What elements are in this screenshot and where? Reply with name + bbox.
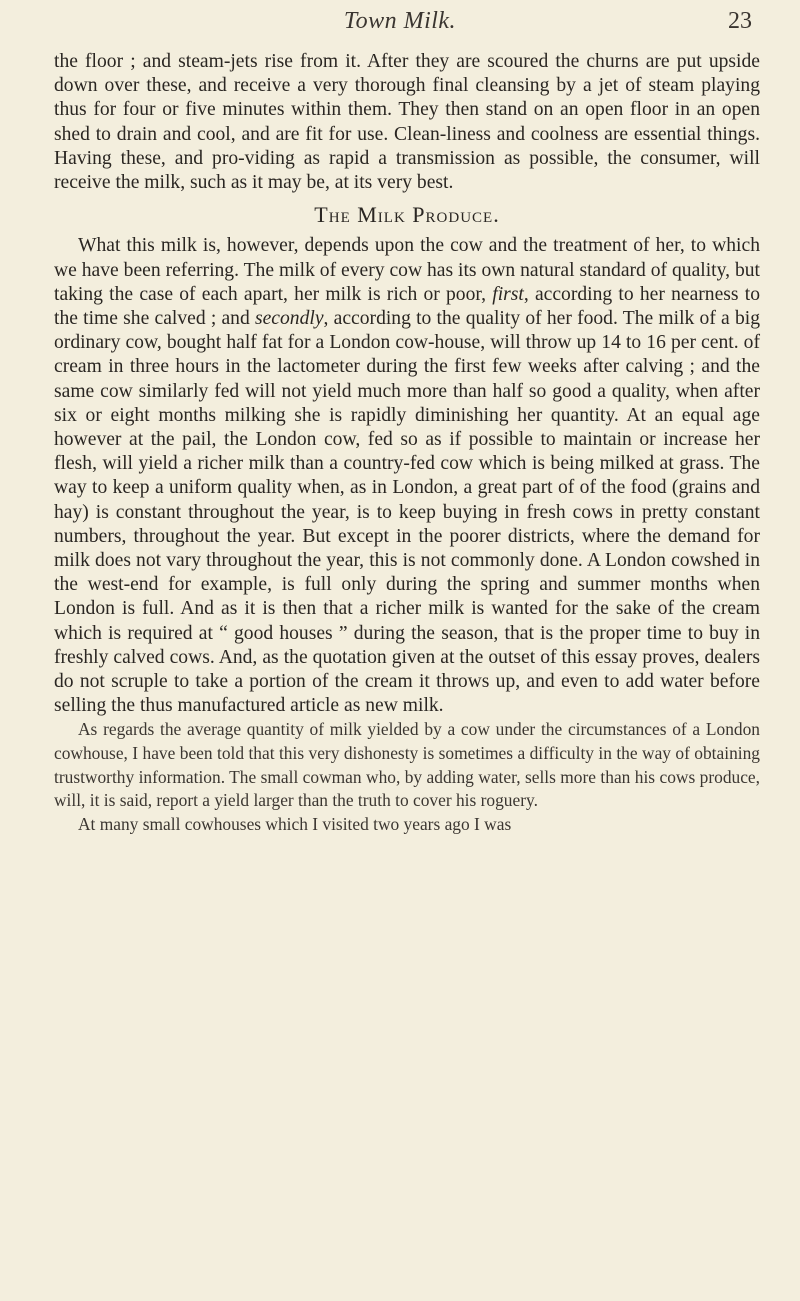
paragraph-text: , according to the quality of her food. The milk of a big ordinary cow, bought half fat for a London cow-house, will throw up 14 to 16 per cent. of cream in three hours in the lactometer during the first few weeks after calving ; and the same cow similarly fed will not yield much more than half so good a quality, when after six or eight months milking she is rapidly diminishing her quantity. At an equal age however at the pail, the London cow, fed so as if possible to maintain or increase her flesh, will yield a richer milk than a country-fed cow which is being milked at grass. The way to keep a uniform quality when, as in London, a great part of of the food (grains and hay) is constant throughout the year, is to keep buying in fresh cows in pretty constant numbers, throughout the year. But except in the poorer districts, where the demand for milk does not vary throughout the year, this is not commonly done. A London cowshed in the west-end for example, is full only during the spring and summer months when London is full. And as it is then that a richer milk is wanted for the sake of the cream which is required at “ good houses ” during the season, that is the proper time to buy in freshly calved cows. And, as the quotation given at the outset of this essay proves, dealers do not scruple to take a portion of the cream it throws up, and even to add water before selling the thus manufactured article as new milk. [54,308,760,717]
paragraph-milk-quality [54,234,760,718]
paragraph-small-cowhouses: At many small cowhouses which I visited two years ago I was [78,813,512,834]
paragraph-churn-cleaning: the floor ; and steam-jets rise from it. After they are scoured the churns are put upside down over these, and receive a very thorough final cleansing by a jet of steam playing thus for four or five minutes within them. They then stand on an open floor in an open shed to drain and cool, and are fit for use. Clean-liness and coolness are essential things. Having these, and pro-viding as rapid a transmission as possible, the consumer, will receive the milk, such as it may be, at its very best. [54,51,760,194]
body-text [54,50,760,836]
emphasis-first: first [492,283,524,305]
section-heading: The Milk Produce. [314,202,500,228]
paragraph-text: What this milk is, however, depends upon the cow and the treatment of her, to which we have been referring. The milk of every cow has its own natural standard of quality, but taking the case of each apart, her milk is rich or poor, [54,235,760,305]
emphasis-secondly: secondly [254,308,324,330]
paragraph-average-quantity: As regards the average quantity of milk yielded by a cow under the circumstances of a London cowhouse, I have been told that this very dishonesty is sometimes a difficulty in the way of obtaining trustworthy information. The small cowman who, by adding water, sells more than his cows produce, will, it is said, report a yield larger than the truth to cover his roguery. [54,719,760,811]
page-number: 23 [728,8,752,34]
paragraph-text: , according to her nearness to the time she calved ; and [54,283,760,330]
running-head [0,8,800,48]
running-title: Town Milk. [343,8,457,34]
